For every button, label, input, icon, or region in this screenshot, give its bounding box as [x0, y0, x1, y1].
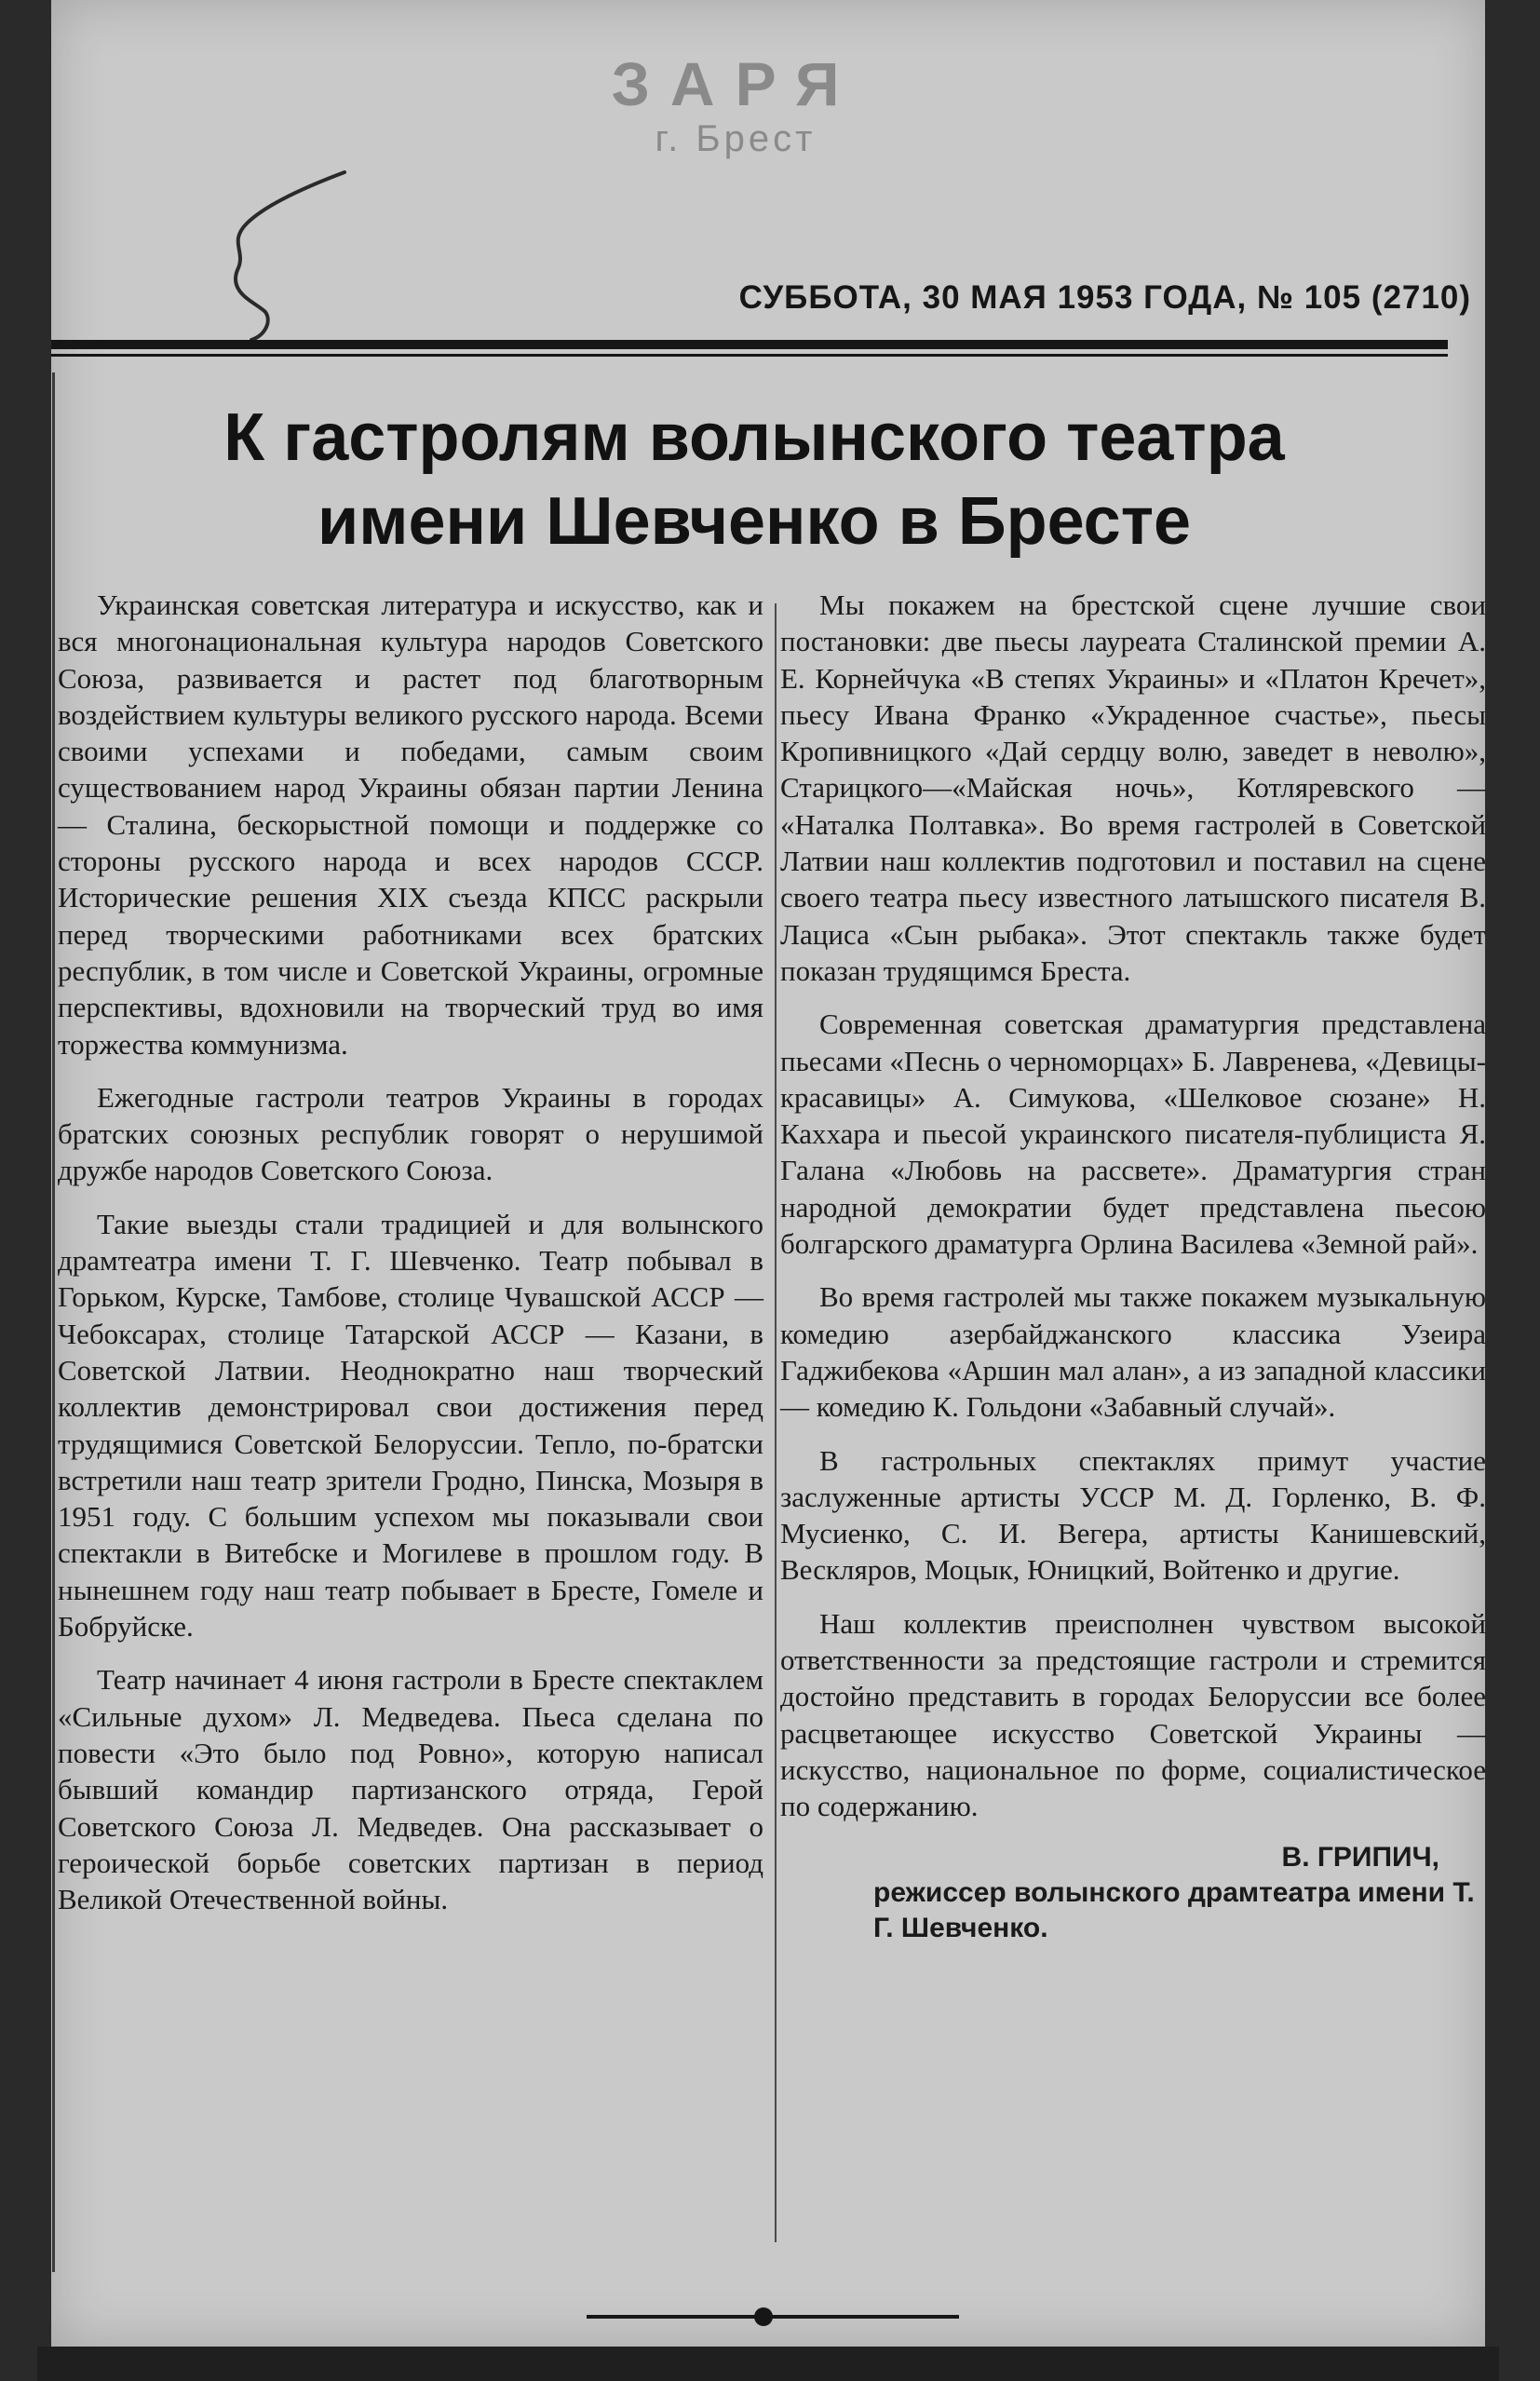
- paragraph: Мы покажем на брестской сцене лучшие свои постановки: две пьесы лауреата Сталинской премии А. Е. Корнейчука «В степях Украины» и «Платон Кречет», пьесу Ивана Франко «Украденное счастье», пьесы Кропивницкого «Дай сердцу волю, заведет в неволю», Старицкого—«Майская ночь», Котляревского — «Наталка Полтавка». Во время гастролей в Советской Латвии наш коллектив подготовил и поставил на сцене своего театра пьесу известного латышского писателя В. Лациса «Сын рыбака». Этот спектакль также будет показан трудящимся Бреста.: [780, 588, 1486, 987]
- paragraph: В гастрольных спектаклях примут участие заслуженные артисты УССР М. Д. Горленко, В. Ф. Мусиенко, С. И. Вегера, артисты Канишевский, Вескляров, Моцык, Юницкий, Войтенко и другие.: [780, 1443, 1486, 1587]
- masthead-rule: [51, 340, 1448, 349]
- background-edge: [37, 2347, 1499, 2381]
- paragraph: Ежегодные гастроли театров Украины в городах братских союзных республик говорят о нерушимой дружбе народов Советского Союза.: [58, 1080, 763, 1187]
- archive-stamp: [521, 51, 950, 161]
- article-left-border: [52, 372, 55, 2272]
- paragraph: Во время гастролей мы также покажем музыкальную комедию азербайджанского классика Узеира Гаджибекова «Аршин мал алан», а из западной классики — комедию К. Гольдони «Забавный случай».: [780, 1280, 1486, 1424]
- column-divider: [775, 603, 777, 2242]
- headline-line-1: К гастролям волынского театра: [223, 400, 1285, 475]
- stamp-city: г. Брест: [655, 118, 817, 159]
- right-column: [780, 587, 1486, 1946]
- paragraph: Наш коллектив преисполнен чувством высокой ответственности за предстоящие гастроли и стремится достойно представить в городах Белоруссии все более расцветающее искусство Советской Украины — искусство, национальное по форме, социалистическое по содержанию.: [780, 1606, 1486, 1823]
- paragraph: Театр начинает 4 июня гастроли в Бресте спектаклем «Сильные духом» Л. Медведева. Пьеса сделана по повести «Это было под Ровно», которую написал бывший командир партизанского отряда, Герой Советского Союза Л. Медведев. Она рассказывает о героической борьбе советских партизан в период Великой Отечественной войны.: [58, 1663, 763, 1916]
- pencil-mark: [214, 163, 363, 349]
- paragraph: Украинская советская литература и искусство, как и вся многонациональная культура народов Советского Союза, развивается и растет под благотворным воздействием культуры великого русского народа. Всеми своими успехами и победами, самым своим существованием народ Украины обязан партии Ленина — Сталина, бескорыстной помощи и поддержке со стороны русского народа и всех народов СССР. Исторические решения XIX съезда КПСС раскрыли перед творческими работниками всех братских республик, в том числе и Советской Украины, огромные перспективы, вдохновили на творческий труд во имя торжества коммунизма.: [58, 588, 763, 1061]
- masthead-rule-thin: [51, 354, 1448, 357]
- headline-line-2: имени Шевченко в Бресте: [317, 484, 1192, 559]
- author-name: В. ГРИПИЧ,: [1281, 1841, 1439, 1873]
- stamp-newspaper-name: ЗАРЯ: [611, 49, 860, 118]
- footer-rule: [587, 2315, 959, 2319]
- paragraph: Современная советская драматургия представлена пьесами «Песнь о черноморцах» Б. Лавренева, «Девицы-красавицы» А. Симукова, «Шелковое сюзане» Н. Каххара и пьесой украинского писателя-публициста Я. Галана «Любовь на рассвете». Драматургия стран народной демократии будет представлена пьесою болгарского драматурга Орлина Василева «Земной рай».: [780, 1008, 1486, 1261]
- author-signature: [780, 1840, 1486, 1946]
- left-column: [58, 587, 763, 1934]
- footer-ornament: [754, 2307, 773, 2326]
- author-role: режиссер волынского драмтеатра имени Т. Г. Шевченко.: [873, 1876, 1475, 1943]
- paragraph: Такие выезды стали традицией и для волынского драмтеатра имени Т. Г. Шевченко. Театр побывал в Горьком, Курске, Тамбове, столице Чувашской АССР — Чебоксарах, столице Татарской АССР — Казани, в Советской Латвии. Неоднократно наш творческий коллектив демонстрировал свои достижения перед трудящимися Советской Белоруссии. Тепло, по-братски встретили наш театр зрители Гродно, Пинска, Мозыря в 1951 году. С большим успехом мы показывали свои спектакли в Витебске и Могилеве в прошлом году. В нынешнем году наш театр побывает в Бресте, Гомеле и Бобруйске.: [58, 1207, 763, 1644]
- issue-dateline: СУББОТА, 30 МАЯ 1953 ГОДА, № 105 (2710): [738, 279, 1471, 316]
- article-headline: [158, 396, 1350, 563]
